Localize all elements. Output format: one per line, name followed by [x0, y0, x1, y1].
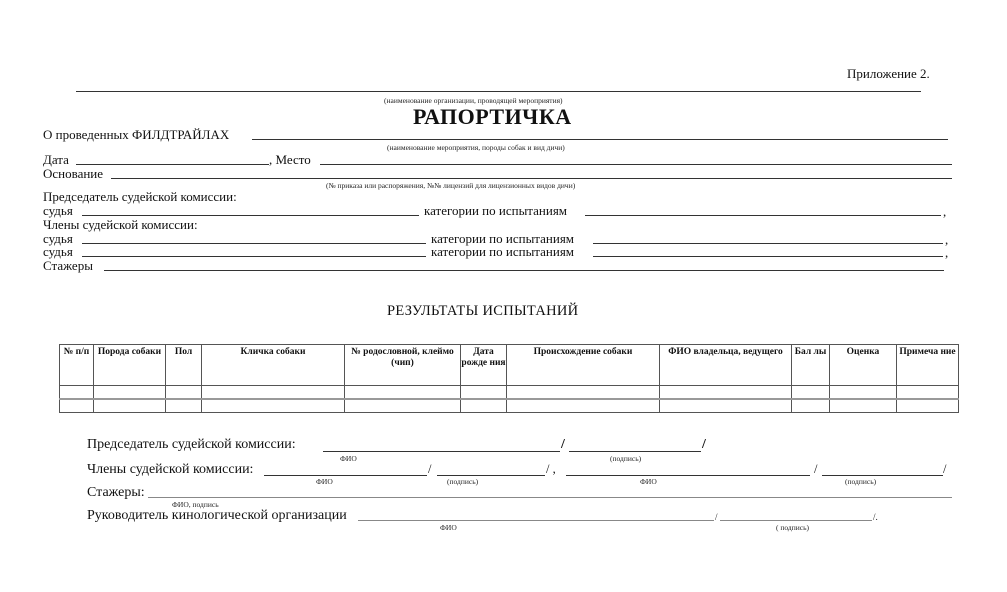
sig-member1-signature-field[interactable] — [437, 475, 545, 476]
table-cell[interactable] — [202, 386, 345, 400]
col-origin: Происхождение собаки — [507, 345, 660, 386]
results-table — [59, 344, 959, 413]
slash: / — [702, 437, 706, 452]
member2-judge-label: судья — [43, 244, 73, 259]
col-points: Бал лы — [792, 345, 830, 386]
date-field[interactable] — [76, 164, 269, 165]
table-cell[interactable] — [345, 386, 461, 400]
table-cell[interactable] — [166, 386, 202, 400]
table-cell[interactable] — [461, 386, 507, 400]
table-header-row — [60, 345, 959, 386]
organization-name-field[interactable] — [76, 91, 921, 92]
table-cell[interactable] — [830, 386, 897, 400]
slash: / — [561, 437, 565, 452]
sig-member2-signature-field[interactable] — [822, 475, 943, 476]
date-label: Дата — [43, 152, 69, 167]
fio-hint: ФИО — [640, 477, 657, 486]
col-note: Примеча ние — [897, 345, 959, 386]
table-cell[interactable] — [897, 386, 959, 400]
col-pedigree: № родословной, клеймо (чип) — [345, 345, 461, 386]
document-title: РАПОРТИЧКА — [413, 104, 572, 129]
col-breed: Порода собаки — [94, 345, 166, 386]
table-cell[interactable] — [60, 399, 94, 413]
results-heading: РЕЗУЛЬТАТЫ ИСПЫТАНИЙ — [387, 303, 579, 319]
chairman-category-label: категории по испытаниям — [424, 203, 568, 218]
slash: / — [943, 462, 947, 476]
signature-hint: (подпись) — [447, 477, 479, 486]
sig-head-label: Руководитель кинологической организации — [87, 508, 347, 523]
table-cell[interactable] — [166, 399, 202, 413]
organization-hint: (наименование организации, проводящей мероприятия) — [384, 96, 563, 105]
table-row — [60, 399, 959, 413]
table-cell[interactable] — [94, 399, 166, 413]
chairman-category-field[interactable] — [585, 215, 941, 216]
table-cell[interactable] — [507, 399, 660, 413]
member2-category-label: категории по испытаниям — [431, 244, 575, 259]
sig-member2-fio-field[interactable] — [566, 475, 810, 476]
comma: , — [943, 204, 947, 219]
chairman-heading: Председатель судейской комиссии: — [43, 189, 237, 204]
trainees-field[interactable] — [104, 270, 944, 271]
event-hint: (наименование мероприятия, породы собак и вид дичи) — [387, 143, 565, 152]
col-grade: Оценка — [830, 345, 897, 386]
members-heading: Члены судейской комиссии: — [43, 217, 198, 232]
col-birth-date: Дата рожде ния — [461, 345, 507, 386]
comma: , — [945, 245, 949, 260]
chairman-judge-field[interactable] — [82, 215, 419, 216]
signature-hint: (подпись) — [845, 477, 877, 486]
place-label: , Место — [269, 152, 311, 167]
slash: / — [428, 462, 432, 476]
sig-chairman-fio-field[interactable] — [323, 451, 560, 452]
col-owner: ФИО владельца, ведущего — [660, 345, 792, 386]
sig-chairman-signature-field[interactable] — [569, 451, 701, 452]
signature-hint: ( подпись) — [776, 523, 810, 532]
col-number: № п/п — [60, 345, 94, 386]
basis-label: Основание — [43, 166, 104, 181]
event-name-field[interactable] — [252, 139, 948, 140]
chairman-judge-label: судья — [43, 203, 73, 218]
sig-trainees-label: Стажеры: — [87, 485, 145, 500]
table-cell[interactable] — [792, 386, 830, 400]
table-cell[interactable] — [897, 399, 959, 413]
table-cell[interactable] — [507, 386, 660, 400]
place-field[interactable] — [320, 164, 952, 165]
event-label: О проведенных ФИЛДТРАЙЛАХ — [43, 127, 230, 142]
sig-head-signature-field[interactable] — [720, 520, 872, 521]
slash: / — [814, 462, 818, 476]
sig-member1-fio-field[interactable] — [264, 475, 427, 476]
table-cell[interactable] — [660, 386, 792, 400]
basis-hint: (№ приказа или распоряжения, №№ лицензий для лицензионных видов дичи) — [326, 181, 576, 190]
member2-judge-field[interactable] — [82, 256, 426, 257]
table-cell[interactable] — [461, 399, 507, 413]
table-cell[interactable] — [792, 399, 830, 413]
fio-hint: ФИО — [316, 477, 333, 486]
table-cell[interactable] — [94, 386, 166, 400]
table-cell[interactable] — [60, 386, 94, 400]
col-dog-name: Кличка собаки — [202, 345, 345, 386]
comma: , — [945, 232, 949, 247]
sig-trainees-field[interactable] — [148, 497, 952, 498]
fio-hint: ФИО — [440, 523, 457, 532]
member1-category-field[interactable] — [593, 243, 943, 244]
appendix-label: Приложение 2. — [847, 66, 930, 81]
sig-head-fio-field[interactable] — [358, 520, 714, 521]
table-cell[interactable] — [202, 399, 345, 413]
table-row — [60, 386, 959, 400]
signature-hint: (подпись) — [610, 454, 642, 463]
basis-field[interactable] — [111, 178, 952, 179]
slash-dot: /. — [873, 512, 878, 522]
table-cell[interactable] — [660, 399, 792, 413]
member1-judge-label: судья — [43, 231, 73, 246]
fio-signature-hint: ФИО, подпись — [172, 500, 219, 509]
sig-chairman-label: Председатель судейской комиссии: — [87, 437, 296, 452]
table-cell[interactable] — [830, 399, 897, 413]
slash: / — [715, 512, 718, 522]
fio-hint: ФИО — [340, 454, 357, 463]
member1-category-label: категории по испытаниям — [431, 231, 575, 246]
member1-judge-field[interactable] — [82, 243, 426, 244]
sig-members-label: Члены судейской комиссии: — [87, 462, 254, 477]
slash-comma: / , — [546, 462, 556, 476]
table-cell[interactable] — [345, 399, 461, 413]
member2-category-field[interactable] — [593, 256, 943, 257]
col-sex: Пол — [166, 345, 202, 386]
trainees-label: Стажеры — [43, 258, 93, 273]
